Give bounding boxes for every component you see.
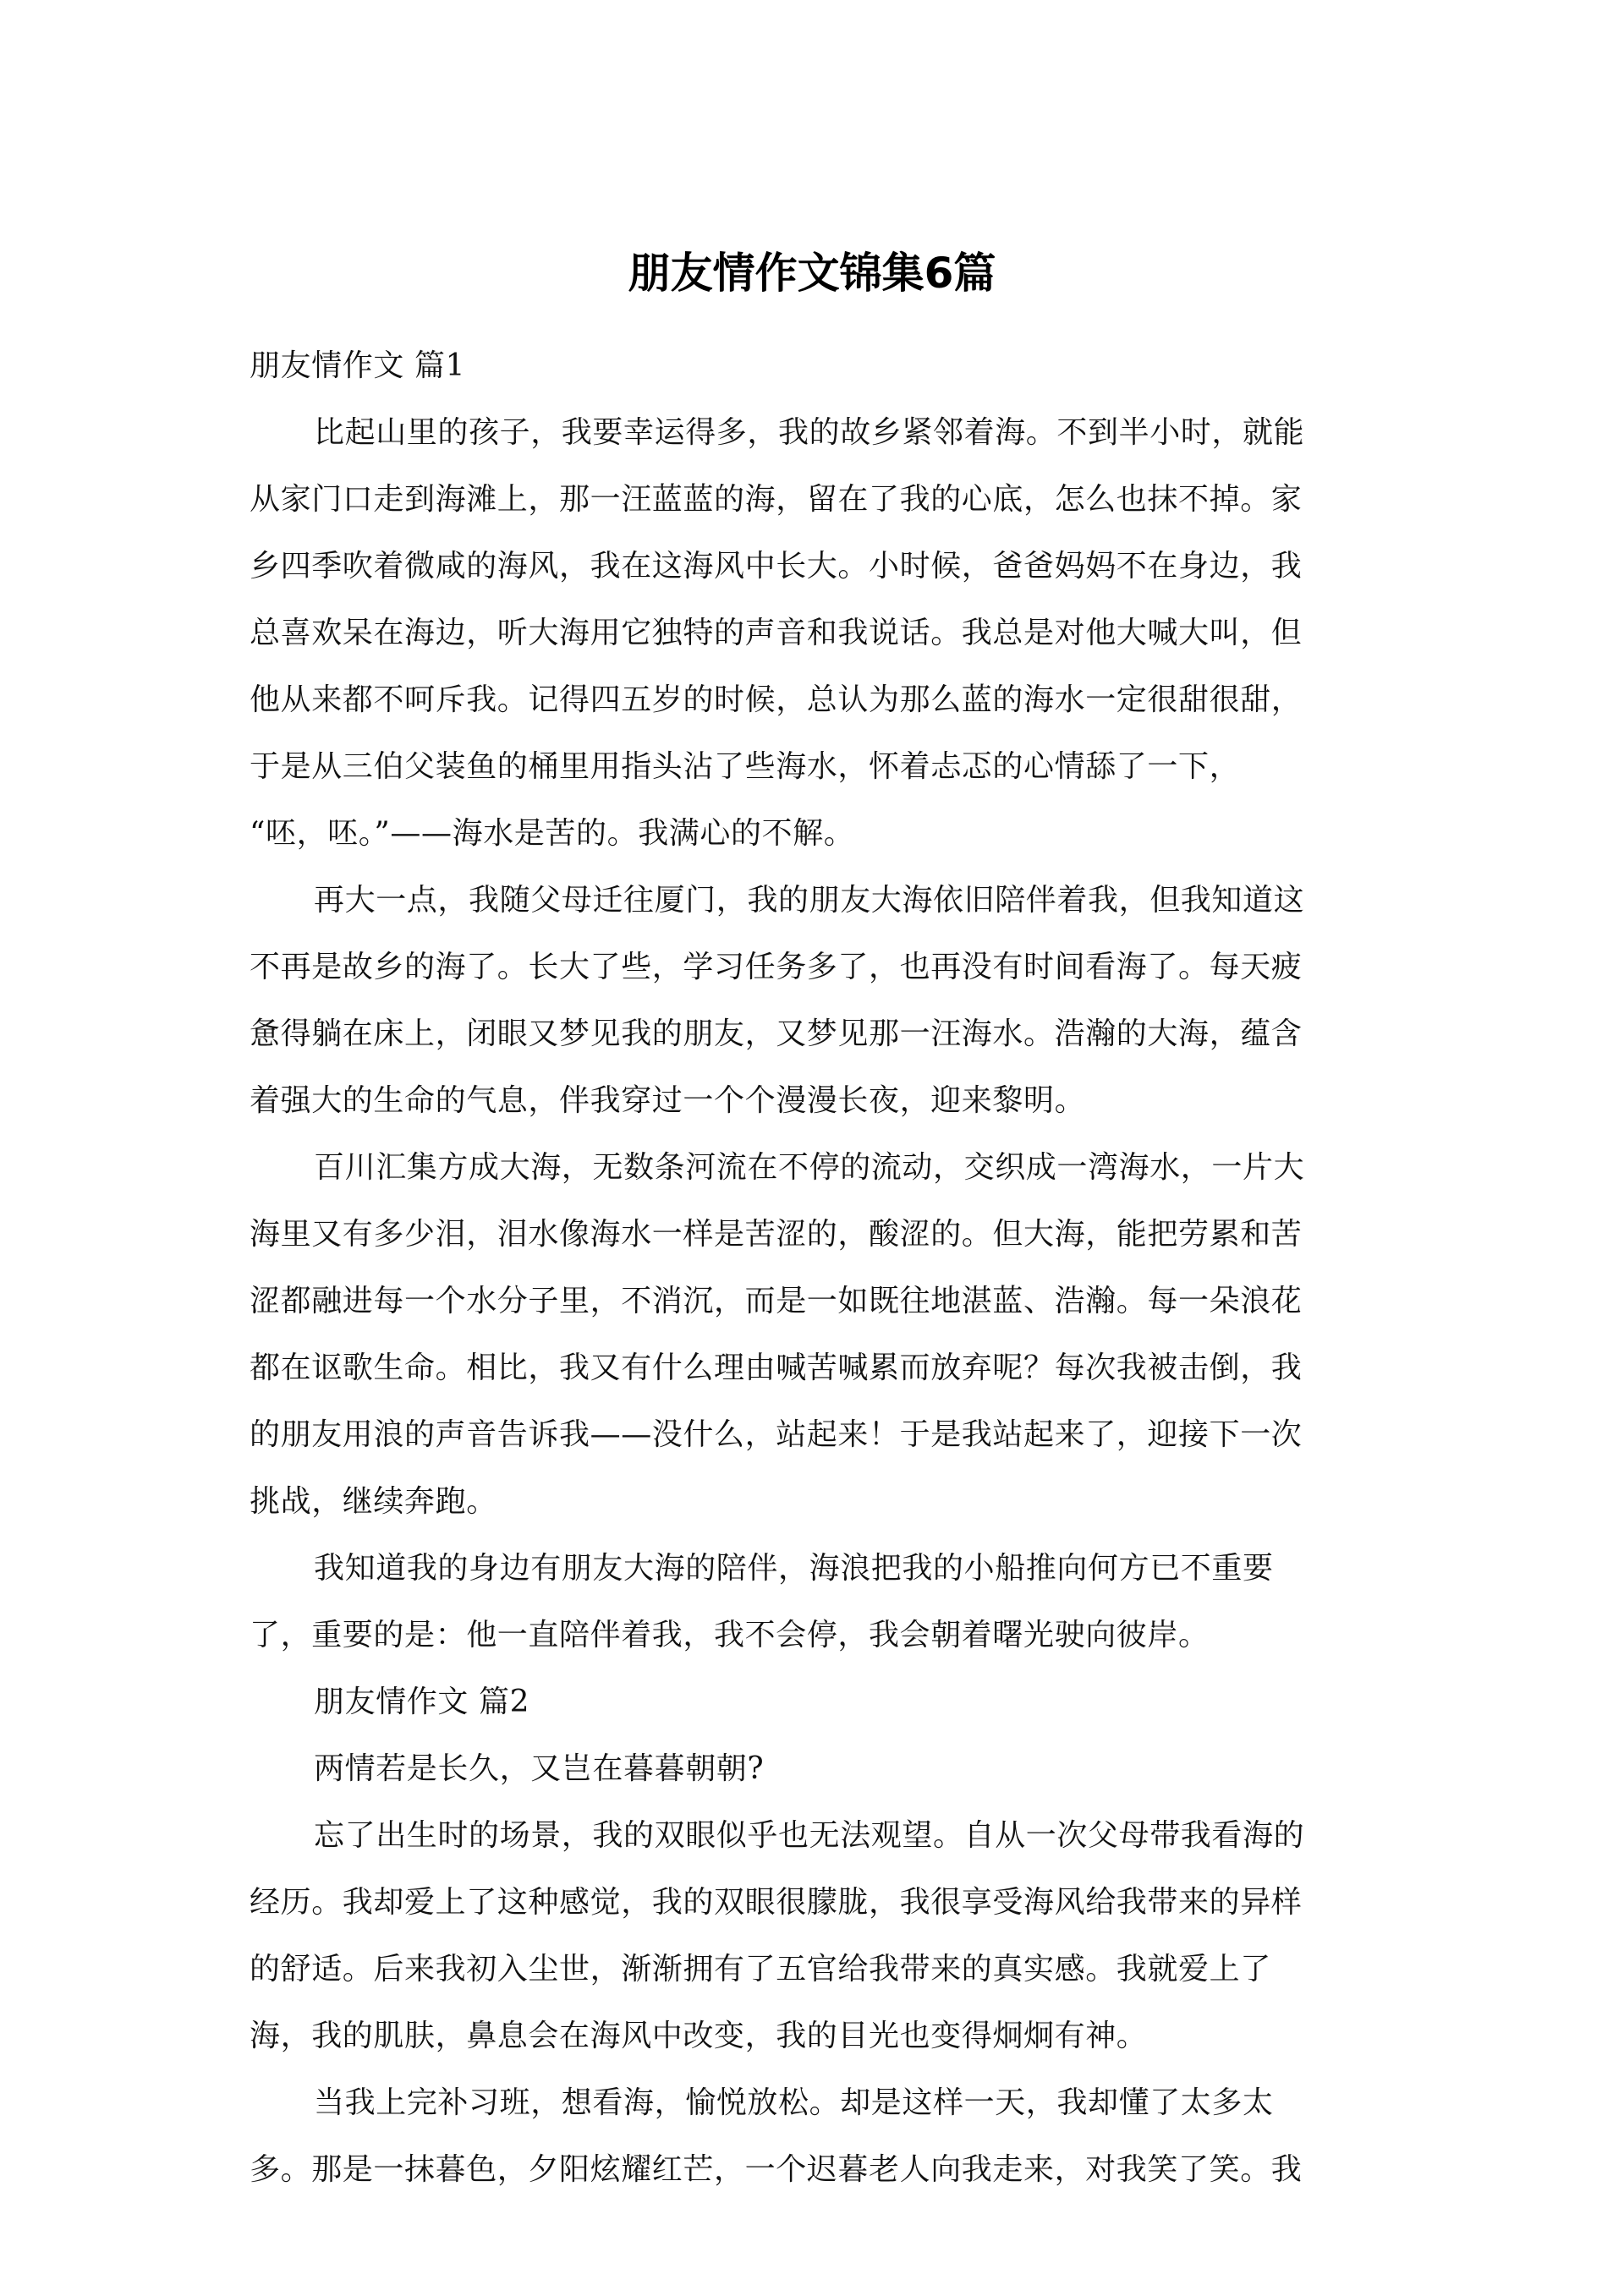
text-line: 不再是故乡的海了。长大了些，学习任务多了，也再没有时间看海了。每天疲 xyxy=(250,950,1303,984)
text-line: 从家门口走到海滩上，那一汪蓝蓝的海，留在了我的心底，怎么也抹不掉。家 xyxy=(250,482,1303,517)
text-line: 两情若是长久，又岂在暮暮朝朝? xyxy=(314,1751,765,1786)
text-line: 的舒适。后来我初入尘世，渐渐拥有了五官给我带来的真实感。我就爱上了 xyxy=(250,1952,1271,1986)
text-line: 着强大的生命的气息，伴我穿过一个个漫漫长夜，迎来黎明。 xyxy=(250,1083,1086,1118)
document-body xyxy=(250,332,1374,2203)
text-line: 百川汇集方成大海，无数条河流在不停的流动，交织成一湾海水，一片大 xyxy=(314,1150,1305,1185)
text-line: 海里又有多少泪，泪水像海水一样是苦涩的，酸涩的。但大海，能把劳累和苦 xyxy=(250,1217,1303,1252)
document-title: 朋友情作文锦集6篇 xyxy=(628,249,996,298)
text-line: 于是从三伯父装鱼的桶里用指头沾了些海水，怀着忐忑的心情舔了一下， xyxy=(250,749,1241,784)
text-line: 比起山里的孩子，我要幸运得多，我的故乡紧邻着海。不到半小时，就能 xyxy=(314,415,1305,450)
text-line: 的朋友用浪的声音告诉我——没什么，站起来！于是我站起来了，迎接下一次 xyxy=(250,1417,1303,1452)
text-line: 了，重要的是：他一直陪伴着我，我不会停，我会朝着曙光驶向彼岸。 xyxy=(250,1618,1210,1652)
text-line: 都在讴歌生命。相比，我又有什么理由喊苦喊累而放弃呢？每次我被击倒，我 xyxy=(250,1351,1303,1385)
text-line: 挑战，继续奔跑。 xyxy=(250,1484,497,1519)
text-line: 朋友情作文 篇2 xyxy=(314,1685,530,1719)
text-line: 总喜欢呆在海边，听大海用它独特的声音和我说话。我总是对他大喊大叫，但 xyxy=(250,616,1303,650)
text-line: “呸，呸。”——海水是苦的。我满心的不解。 xyxy=(250,816,855,851)
text-line: 多。那是一抹暮色，夕阳炫耀红芒，一个迟暮老人向我走来，对我笑了笑。我 xyxy=(250,2152,1303,2187)
text-line: 经历。我却爱上了这种感觉，我的双眼很朦胧，我很享受海风给我带来的异样 xyxy=(250,1885,1303,1920)
text-line: 他从来都不呵斥我。记得四五岁的时候，总认为那么蓝的海水一定很甜很甜， xyxy=(250,682,1303,717)
text-line: 海，我的肌肤，鼻息会在海风中改变，我的目光也变得炯炯有神。 xyxy=(250,2019,1148,2053)
text-line: 我知道我的身边有朋友大海的陪伴，海浪把我的小船推向何方已不重要 xyxy=(314,1551,1274,1586)
text-line: 惫得躺在床上，闭眼又梦见我的朋友，又梦见那一汪海水。浩瀚的大海，蕴含 xyxy=(250,1016,1303,1051)
text-line: 朋友情作文 篇1 xyxy=(250,348,466,383)
text-line: 忘了出生时的场景，我的双眼似乎也无法观望。自从一次父母带我看海的 xyxy=(314,1818,1305,1853)
text-line: 乡四季吹着微咸的海风，我在这海风中长大。小时候，爸爸妈妈不在身边，我 xyxy=(250,549,1303,584)
text-line: 再大一点，我随父母迁往厦门，我的朋友大海依旧陪伴着我，但我知道这 xyxy=(314,883,1305,918)
text-line: 当我上完补习班，想看海，愉悦放松。却是这样一天，我却懂了太多太 xyxy=(314,2085,1274,2120)
text-line: 涩都融进每一个水分子里，不消沉，而是一如既往地湛蓝、浩瀚。每一朵浪花 xyxy=(250,1284,1303,1318)
